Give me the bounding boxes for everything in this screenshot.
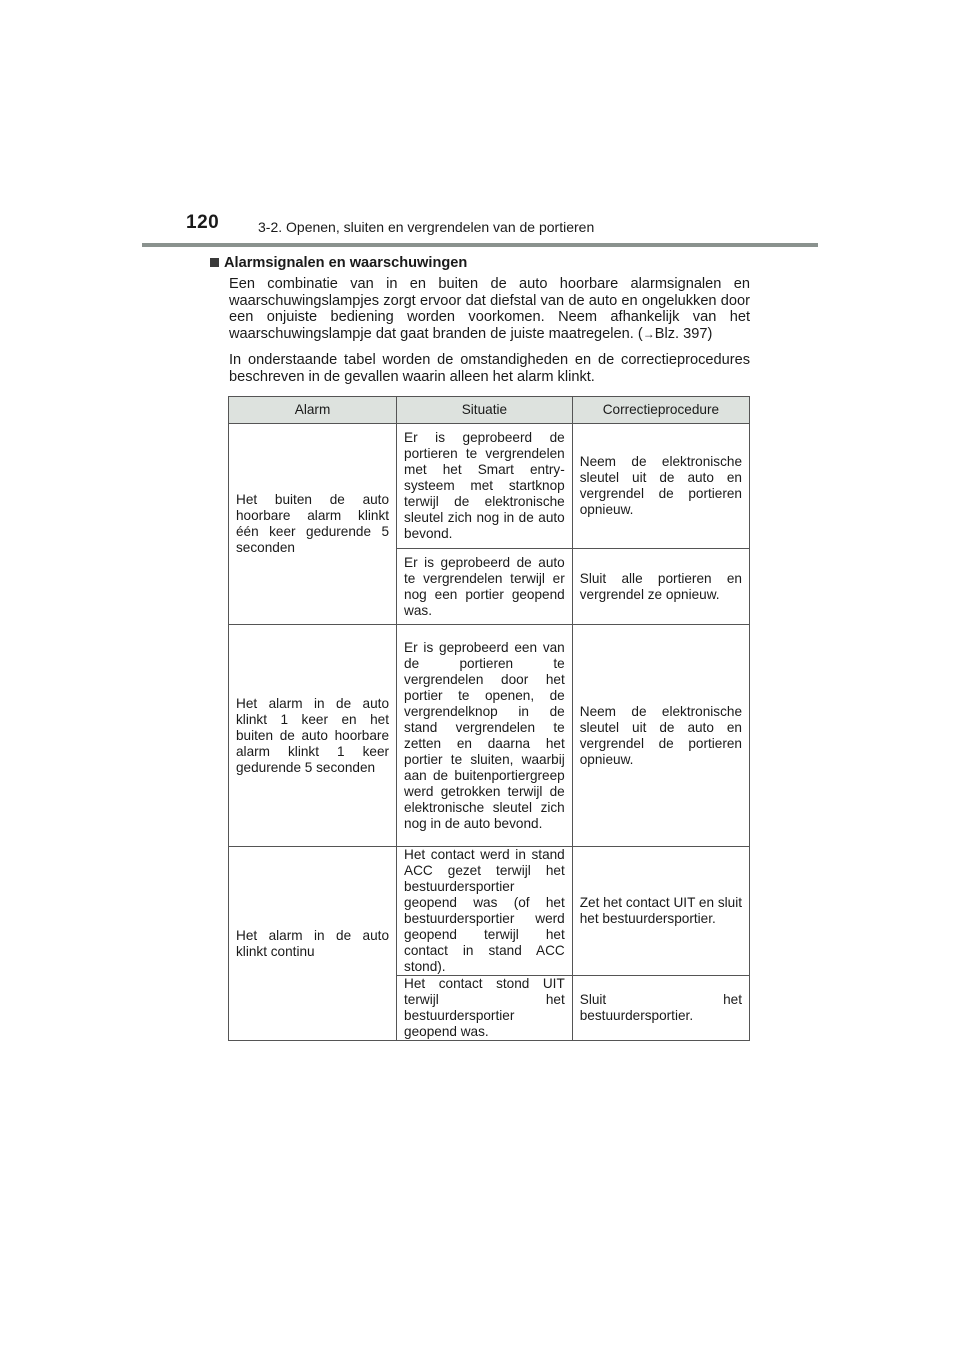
alarm-table [228, 396, 750, 1041]
table-intro-paragraph: In onderstaande tabel worden de omstandigheden en de correctieprocedures beschreven in de gevallen waarin alleen het alarm klinkt. [229, 351, 750, 385]
correction-cell: Sluit alle portieren en vergrendel ze opnieuw. [572, 549, 749, 625]
situation-cell: Er is geprobeerd de portieren te vergrendelen met het Smart entry-systeem met startknop terwijl de elektronische sleutel zich nog in de auto bevond. [397, 424, 573, 549]
header-divider [142, 243, 818, 247]
alarm-cell: Het buiten de auto hoorbare alarm klinkt één keer gedurende 5 seconden [229, 424, 397, 625]
correction-cell: Neem de elektronische sleutel uit de auto en vergrendel de portieren opnieuw. [572, 424, 749, 549]
alarm-cell: Het alarm in de auto klinkt continu [229, 847, 397, 1041]
situation-cell: Er is geprobeerd een van de portieren te vergrendelen door het portier te openen, de vergrendelknop in de stand vergrendelen te zetten en daarna het portier te sluiten, waarbij aan de buitenportiergreep werd getrokken terwijl de elektronische sleutel zich nog in de auto bevond. [397, 625, 573, 847]
alarm-cell: Het alarm in de auto klinkt 1 keer en het buiten de auto hoorbare alarm klinkt 1 keer gedurende 5 seconden [229, 625, 397, 847]
section-heading [210, 255, 750, 272]
square-bullet-icon [210, 258, 219, 267]
section-heading-text: Alarmsignalen en waarschuwingen [224, 255, 468, 271]
table-row [229, 847, 750, 976]
arrow-right-icon: → [642, 327, 655, 342]
table-row [229, 424, 750, 549]
correction-cell: Sluit het bestuurdersportier. [572, 976, 749, 1041]
situation-cell: Het contact stond UIT terwijl het bestuurdersportier geopend was. [397, 976, 573, 1041]
situation-cell: Het contact werd in stand ACC gezet terwijl het bestuurdersportier geopend was (of het bestuurdersportier werd geopend terwijl het contact in stand ACC stond). [397, 847, 573, 976]
table-row [229, 625, 750, 847]
correction-cell: Zet het contact UIT en sluit het bestuurdersportier. [572, 847, 749, 976]
situation-cell: Er is geprobeerd de auto te vergrendelen terwijl er nog een portier geopend was. [397, 549, 573, 625]
page-number: 120 [186, 212, 220, 233]
correction-cell: Neem de elektronische sleutel uit de auto en vergrendel de portieren opnieuw. [572, 625, 749, 847]
header-correctieprocedure: Correctieprocedure [572, 397, 749, 424]
chapter-title: 3-2. Openen, sluiten en vergrendelen van de portieren [258, 219, 595, 235]
header-alarm: Alarm [229, 397, 397, 424]
page-reference-link[interactable]: Blz. 397) [654, 326, 713, 343]
alarm-section [210, 255, 750, 395]
intro-text: Een combinatie van in en buiten de auto hoorbare alarmsignalen en waarschuwingslampjes zorgt ervoor dat diefstal van de auto en ongelukken door een onjuiste bediening worden voorkomen. Neem afhankelijk van het waarschuwingslampje dat gaat branden de juiste maatregelen. ( [229, 275, 750, 343]
intro-paragraph [229, 276, 750, 343]
header-situatie: Situatie [397, 397, 573, 424]
table-header-row [229, 397, 750, 424]
